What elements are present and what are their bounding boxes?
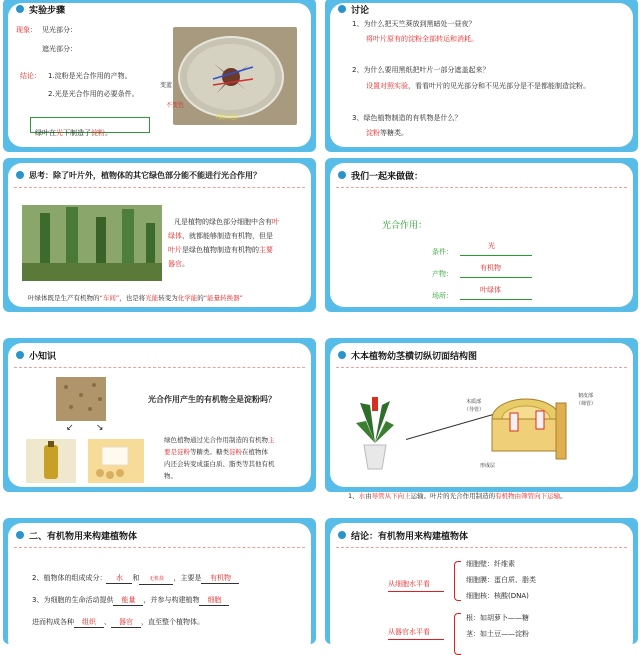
text-segment: 叶绿体既是生产有机物的 bbox=[28, 294, 100, 302]
bullet-icon bbox=[338, 531, 346, 539]
answer-1: 将叶片原有的淀粉全部转运和消耗。 bbox=[366, 35, 478, 43]
slide-content bbox=[330, 343, 633, 500]
text-segment: 和 bbox=[132, 574, 140, 582]
text-highlight: 主要 bbox=[259, 246, 273, 254]
answer-2-highlight: 设置对照实验 bbox=[366, 82, 408, 90]
summary-text-4: 淀粉 bbox=[91, 129, 105, 137]
text-segment: 、 bbox=[104, 618, 111, 626]
text-segment: 1、 bbox=[348, 492, 359, 500]
text-segment: 绿色植物通过光合作用制造的有机物 bbox=[164, 436, 268, 444]
question-2: 2、为什么要用黑纸把叶片一部分遮盖起来？ bbox=[352, 66, 490, 74]
slide-title: 小知识 bbox=[29, 351, 57, 362]
paragraph-line-4: 物。 bbox=[164, 472, 177, 480]
slide-thumbnail-7[interactable] bbox=[3, 518, 316, 644]
cell-brace bbox=[454, 561, 461, 601]
arrow-left-icon: ↙ bbox=[66, 423, 74, 433]
slide-header bbox=[8, 163, 311, 187]
answer-3-text: 等糖类。 bbox=[380, 129, 408, 137]
bullet-icon bbox=[16, 351, 24, 359]
product-underline bbox=[460, 277, 532, 278]
text-segment: 的 bbox=[197, 294, 204, 302]
stem-cross-section-diagram bbox=[490, 393, 570, 463]
slide-thumbnail-8[interactable] bbox=[325, 518, 638, 644]
conclusion-label: 结论： bbox=[20, 72, 41, 80]
text-highlight: “能量转换器” bbox=[203, 294, 243, 302]
tofu-soybean-photo bbox=[88, 439, 144, 483]
text-segment: 运输。叶片的光合作用制造的 bbox=[410, 492, 496, 500]
location-value: 叶绿体 bbox=[480, 286, 501, 294]
stem-diagram-illustration bbox=[490, 393, 570, 463]
petri-dish-illustration bbox=[173, 27, 297, 125]
slide-content bbox=[8, 163, 311, 307]
slide-header bbox=[330, 343, 633, 367]
slide-title: 讨论 bbox=[351, 5, 370, 16]
photo-label-blue: 变蓝 bbox=[160, 82, 173, 89]
header-divider bbox=[336, 367, 627, 368]
text-highlight: 绿体 bbox=[168, 232, 182, 240]
text-segment: 2、植物体的组成成分： bbox=[32, 574, 107, 582]
header-divider bbox=[336, 187, 627, 188]
paragraph-line-1 bbox=[174, 217, 279, 227]
blank-energy: 能量 bbox=[113, 595, 143, 606]
bullet-icon bbox=[338, 5, 346, 13]
text-highlight: 要是淀粉 bbox=[164, 448, 190, 456]
cell-wall-item: 细胞壁：纤维素 bbox=[466, 560, 515, 568]
location-underline bbox=[460, 299, 532, 300]
organ-level-label: 从器官水平看 bbox=[388, 628, 430, 636]
text-segment: 是绿色植物制造有机物的 bbox=[182, 246, 259, 254]
phenomenon-lit: 见光部分： bbox=[42, 26, 77, 34]
product-label: 产物： bbox=[432, 270, 453, 278]
text-segment: ，也是将 bbox=[119, 294, 146, 302]
question-1: 1、为什么把天竺葵放到黑暗处一昼夜？ bbox=[352, 20, 476, 28]
slide-content bbox=[330, 3, 633, 147]
line-2 bbox=[32, 595, 229, 606]
slide-content bbox=[8, 523, 311, 654]
text-segment: ，主要是 bbox=[173, 574, 202, 582]
slide-thumbnail-3[interactable] bbox=[3, 158, 316, 312]
condition-value: 光 bbox=[488, 242, 495, 250]
condition-underline bbox=[460, 255, 532, 256]
slide-header bbox=[8, 523, 311, 547]
slide-thumbnail-1[interactable] bbox=[3, 0, 316, 152]
slide-title: 二、有机物用来构建植物体 bbox=[29, 531, 138, 542]
grain-texture bbox=[56, 377, 106, 421]
cactus-photo bbox=[22, 205, 162, 281]
cell-nucleus-item: 细胞核：核酸(DNA) bbox=[466, 592, 529, 600]
blank-water: 水 bbox=[106, 573, 132, 584]
line-3 bbox=[32, 617, 204, 628]
slide-header bbox=[330, 163, 633, 187]
line-1 bbox=[32, 573, 239, 585]
text-segment: ，并参与构建植物 bbox=[143, 596, 200, 604]
slide-header bbox=[330, 0, 633, 21]
cell-level-label: 从细胞水平看 bbox=[388, 580, 430, 588]
text-segment: ，就都能够制造有机物，但是 bbox=[182, 232, 273, 240]
condition-label: 条件： bbox=[432, 248, 453, 256]
slide-content bbox=[330, 163, 633, 307]
blank-minerals: 无机盐 bbox=[139, 574, 173, 585]
answer-3-highlight: 淀粉 bbox=[366, 129, 380, 137]
blank-organic: 有机物 bbox=[201, 573, 239, 584]
footer-sentence bbox=[28, 293, 243, 303]
oil-bottle-photo bbox=[26, 439, 76, 483]
paragraph-line-3 bbox=[168, 245, 273, 255]
text-highlight: 主 bbox=[268, 436, 275, 444]
label-xylem: 木质部 bbox=[466, 399, 482, 405]
blank-cell: 细胞 bbox=[199, 595, 229, 606]
text-highlight: “车间” bbox=[99, 294, 120, 302]
paragraph-line-2 bbox=[168, 231, 273, 241]
slide-thumbnail-2[interactable] bbox=[325, 0, 638, 152]
pointer-arrow bbox=[406, 414, 495, 440]
header-divider bbox=[14, 187, 305, 188]
arrow-right-icon: ↘ bbox=[96, 423, 104, 433]
slide-thumbnail-4[interactable] bbox=[325, 158, 638, 312]
bullet-icon bbox=[16, 5, 24, 13]
conclusion-2: 2.光是光合作用的必要条件。 bbox=[48, 90, 139, 98]
slide-content bbox=[8, 343, 311, 487]
photosynthesis-heading: 光合作用： bbox=[382, 221, 428, 231]
slide-content bbox=[330, 523, 633, 654]
root-item: 根：如胡萝卜——糖 bbox=[466, 614, 529, 622]
plant-illustration bbox=[352, 383, 398, 473]
slide-title: 思考：除了叶片外，植物体的其它绿色部分能不能进行光合作用？ bbox=[29, 170, 261, 180]
text-segment: 3、为细胞的生命活动提供 bbox=[32, 596, 114, 604]
text-highlight: 有机物由筛管向下运输 bbox=[495, 492, 561, 500]
slide-title: 木本植物幼茎横切纵切面结构图 bbox=[351, 351, 478, 362]
organ-level-underline bbox=[388, 639, 444, 640]
tofu-illustration bbox=[88, 439, 144, 483]
header-divider bbox=[14, 367, 305, 368]
phenomenon-shaded: 遮光部分： bbox=[42, 45, 77, 53]
text-segment: 。 bbox=[560, 492, 567, 500]
cactus-illustration bbox=[22, 205, 162, 281]
blank-organ: 器官 bbox=[111, 617, 141, 628]
cell-level-underline bbox=[388, 591, 444, 592]
answer-2-text: ，看看叶片的见光部分和不见光部分是不是都能制造淀粉。 bbox=[408, 82, 590, 90]
blank-tissue: 组织 bbox=[74, 617, 104, 628]
text-segment: 转变为 bbox=[158, 294, 178, 302]
summary-text-3: 下制造了 bbox=[63, 129, 91, 137]
slide-content bbox=[8, 3, 311, 147]
oil-bottle-illustration bbox=[26, 439, 76, 483]
starch-grain-photo bbox=[56, 377, 106, 421]
question-text: 光合作用产生的有机物全是淀粉吗？ bbox=[148, 395, 276, 404]
answer-3 bbox=[366, 128, 408, 138]
text-highlight: 叶 bbox=[272, 218, 279, 226]
text-segment: 在植物体 bbox=[242, 448, 268, 456]
slide-title: 实验步骤 bbox=[29, 5, 66, 16]
petri-dish-photo bbox=[173, 27, 297, 125]
footer-sentence bbox=[348, 491, 567, 501]
text-segment: 。 bbox=[182, 260, 189, 268]
bullet-icon bbox=[16, 531, 24, 539]
label-cambium: 形成层 bbox=[480, 463, 496, 469]
potted-plant-photo bbox=[352, 383, 398, 473]
slide-header bbox=[330, 523, 633, 547]
phenomenon-label: 现象： bbox=[16, 26, 37, 34]
text-highlight: 叶片 bbox=[168, 246, 182, 254]
slide-title: 我们一起来做做： bbox=[351, 171, 424, 182]
paragraph-line-4 bbox=[168, 259, 189, 269]
paragraph-line-2 bbox=[164, 447, 268, 457]
text-segment: 进而构成各种 bbox=[32, 618, 74, 626]
bullet-icon bbox=[338, 351, 346, 359]
cell-membrane-item: 细胞膜：蛋白质、脂类 bbox=[466, 576, 536, 584]
summary-text-5: 。 bbox=[105, 129, 112, 137]
text-segment: 等糖类。糖类 bbox=[190, 448, 229, 456]
text-segment: 凡是植物的绿色部分细胞中含有 bbox=[174, 218, 272, 226]
bullet-icon bbox=[338, 171, 346, 179]
photo-label-yellowwhite: （黄白色） bbox=[212, 114, 243, 121]
summary-box bbox=[30, 117, 150, 137]
slide-header bbox=[8, 343, 311, 367]
text-segment: 由 bbox=[365, 492, 372, 500]
stem-item: 茎：如土豆——淀粉 bbox=[466, 630, 529, 638]
question-3: 3、绿色植物制造的有机物是什么？ bbox=[352, 114, 462, 122]
text-segment: ，直至整个植物体。 bbox=[141, 618, 204, 626]
paragraph-line-1 bbox=[164, 435, 275, 445]
label-phloem: 韧皮部 bbox=[578, 393, 594, 399]
text-highlight: 化学能 bbox=[177, 294, 198, 302]
label-xylem-sub: （导管） bbox=[464, 407, 485, 413]
bullet-icon bbox=[16, 171, 24, 179]
text-highlight: 淀粉 bbox=[229, 448, 242, 456]
answer-2 bbox=[366, 81, 590, 91]
organ-brace bbox=[454, 613, 461, 655]
summary-text-2: 光 bbox=[56, 129, 63, 137]
text-highlight: 导管从下向上 bbox=[371, 492, 411, 500]
slide-title: 结论：有机物用来构建植物体 bbox=[351, 531, 469, 542]
header-divider bbox=[14, 547, 305, 548]
paragraph-line-3: 内还会转变成蛋白质、脂类等其他有机 bbox=[164, 460, 275, 468]
product-value: 有机物 bbox=[480, 264, 501, 272]
text-highlight: 器官 bbox=[168, 260, 182, 268]
summary-text-1: 绿叶在 bbox=[35, 129, 56, 137]
location-label: 场所： bbox=[432, 292, 453, 300]
text-highlight: 光能 bbox=[145, 294, 159, 302]
slide-thumbnail-5[interactable] bbox=[3, 338, 316, 492]
photo-label-nochange: 不变色 bbox=[166, 102, 185, 109]
conclusion-1: 1.淀粉是光合作用的产物。 bbox=[48, 72, 132, 80]
header-divider bbox=[336, 547, 627, 548]
label-phloem-sub: （筛管） bbox=[576, 401, 597, 407]
slide-header bbox=[8, 0, 311, 21]
slide-thumbnail-6[interactable] bbox=[325, 338, 638, 500]
text-highlight: 水 bbox=[358, 492, 366, 500]
